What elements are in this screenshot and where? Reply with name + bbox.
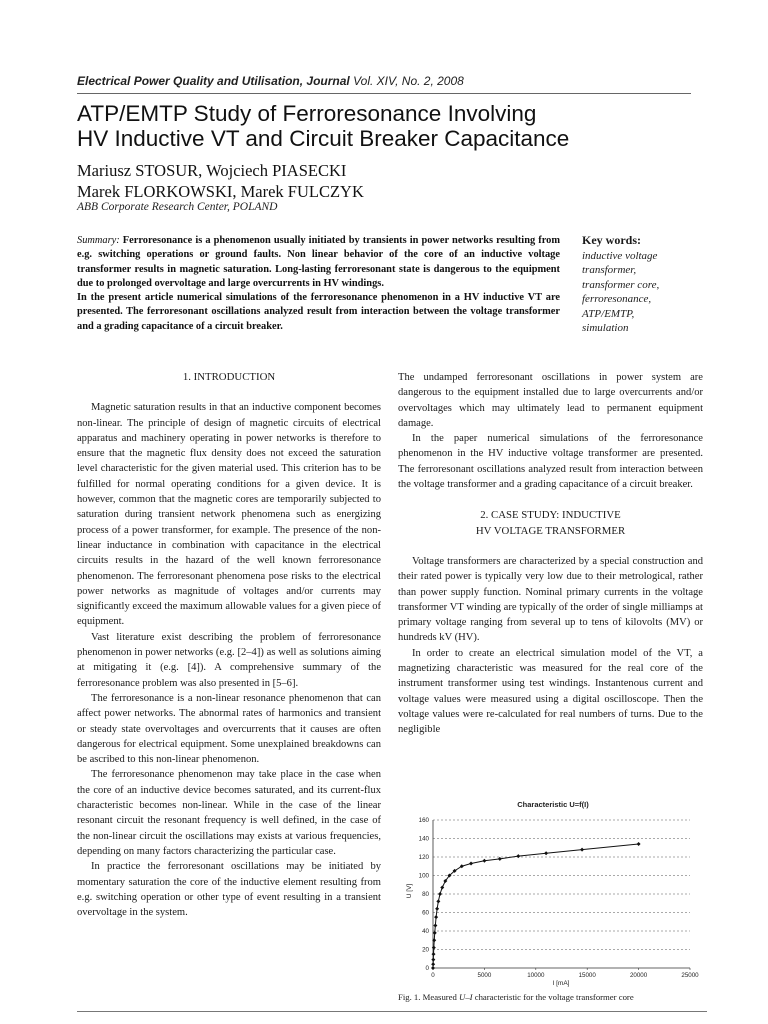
section-2-heading-line-2: HV VOLTAGE TRANSFORMER	[475, 524, 626, 537]
data-point	[434, 915, 438, 919]
data-point	[432, 952, 436, 956]
x-tick-label: 10000	[527, 972, 545, 979]
intro-paragraph-4: The ferroresonance phenomenon may take place in the case when the core of an inductive device becomes saturated, and its current-flux characteristic becomes non-linear. While in the case of the linear resonant circuit the resonant frequency is well defined, in the case of the non-linear circuit the oscillations may exists at various frequencies, depending on many factors characterizing the particular case.	[77, 769, 381, 857]
keyword-item: transformer,	[582, 264, 637, 277]
x-tick-label: 15000	[578, 972, 596, 979]
chart-ticks	[419, 817, 699, 979]
intro-paragraph-1: Magnetic saturation results in that an inductive component becomes non-linear. The principle of design of magnetic circuits of electrical apparatus and machinery operating in power networks is therefore to ensure that the magnetic flux density does not exceed the saturation level characteristic for the given material used. This criterion has to be fulfilled for normal operating conditions for a given device. It is however, common that the magnetic cores are temporarily subjected to saturation during transient network phenomena such as energizing process of a power transformer, for example. The presence of the non-linear inductance in combination with capacitance in the electrical circuits results in the hazard of the well known ferroresonance phenomenon. The ferroresonant phenomena pose risks to the electrical power networks as magnitude of voltages and/or currents may significantly exceed the maximum allowable values for a given piece of equipment.	[77, 402, 381, 628]
y-tick-label: 100	[418, 872, 429, 880]
data-point	[580, 848, 584, 852]
figure-1-caption	[398, 992, 634, 1002]
caption-symbol: U–I	[459, 992, 473, 1002]
x-tick-label: 25000	[681, 972, 699, 979]
series-points	[431, 842, 641, 970]
x-axis-label: I [mA]	[552, 980, 570, 987]
y-tick-label: 160	[418, 817, 429, 825]
footer-rule	[77, 1011, 707, 1012]
authors-line-1: Mariusz STOSUR, Wojciech PIASECKI	[77, 161, 347, 180]
title-line-2: HV Inductive VT and Circuit Breaker Capacitance	[77, 126, 570, 151]
right-column	[398, 370, 703, 738]
data-point	[469, 861, 473, 865]
data-point	[637, 842, 641, 846]
journal-header	[77, 74, 717, 88]
paper-title	[77, 101, 717, 151]
y-tick-label: 40	[422, 928, 429, 936]
keywords-title: Key words:	[582, 233, 641, 247]
y-axis-label: U [V]	[406, 883, 413, 899]
y-tick-label: 120	[418, 854, 429, 862]
data-point	[432, 946, 436, 950]
keywords-list	[582, 249, 702, 335]
chart-title: Characteristic U=f(I)	[517, 800, 589, 809]
data-point	[431, 958, 435, 962]
summary-text-1: Ferroresonance is a phenomenon usually initiated by transients in power networks resulting from e.g. switching operations or ground faults. Non linear behavior of the core of an inductive voltage transformer results in magnetic saturation. Long-lasting ferroresonant state is dangerous to the equipment due to prolonged overvoltage and large overcurrents in HV windings.	[77, 235, 560, 289]
section-2-heading	[398, 508, 703, 539]
data-point	[431, 962, 435, 966]
journal-issue: Vol. XIV, No. 2, 2008	[353, 74, 464, 88]
intro-paragraph-7: In the paper numerical simulations of the ferroresonance phenomenon in the HV inductive voltage transformer are presented. The ferroresonant oscillations analyzed result from interaction between the voltage transformer and a grading capacitance of a circuit breaker.	[398, 433, 703, 491]
summary-block	[77, 234, 560, 334]
title-line-1: ATP/EMTP Study of Ferroresonance Involving	[77, 101, 537, 126]
summary-paragraph-2: In the present article numerical simulations of the ferroresonance phenomenon in a HV inductive VT are presented. The ferroresonant oscillations analyzed result from interaction between the voltage transformer and a grading capacitance of a circuit breaker.	[77, 292, 560, 332]
caption-prefix: Fig. 1. Measured	[398, 992, 460, 1002]
figure-1-chart	[398, 798, 703, 998]
summary-label: Summary:	[77, 235, 120, 246]
left-column	[77, 370, 381, 920]
caption-suffix: characteristic for the voltage transformer core	[472, 992, 634, 1002]
journal-name: Electrical Power Quality and Utilisation, Journal	[77, 74, 350, 88]
keyword-item: ATP/EMTP,	[582, 307, 635, 320]
x-tick-label: 0	[431, 972, 435, 979]
y-tick-label: 80	[422, 891, 429, 899]
x-tick-label: 5000	[477, 972, 492, 979]
data-point	[433, 923, 437, 927]
case-paragraph-1: Voltage transformers are characterized by a special construction and their rated power is typically very low due to their metrological, rather than power supply function. Nominal primary currents in the voltage transformer VT winding are typically of the order of single milliamps at primary voltage ranging from several up to tens of kilovolts (MV) or hundreds kV (HV).	[398, 555, 703, 644]
section-gap	[398, 492, 703, 508]
keyword-item: ferroresonance,	[582, 293, 652, 306]
series-line	[433, 844, 639, 968]
data-point	[436, 899, 440, 903]
y-tick-label: 140	[418, 835, 429, 843]
authors	[77, 160, 364, 202]
authors-line-2: Marek FLORKOWSKI, Marek FULCZYK	[77, 182, 364, 201]
data-point	[435, 907, 439, 911]
summary-paragraph-1	[77, 234, 560, 291]
case-paragraph-2: In order to create an electrical simulation model of the VT, a magnetizing characteristic was measured for the real core of the instrument transformer using test windings. Instantenous current and voltage values were measured using a digital oscilloscope. Then the voltage values were re-calculated for real numbers of turns. Due to the negligible	[398, 647, 703, 736]
keyword-item: transformer core,	[582, 278, 660, 291]
affiliation: ABB Corporate Research Center, POLAND	[77, 201, 278, 213]
data-point	[498, 857, 502, 861]
data-point	[438, 892, 442, 896]
chart-grid	[433, 820, 690, 950]
intro-paragraph-2: Vast literature exist describing the problem of ferroresonance phenomenon in power networks (e.g. [2–4]) as well as solutions aiming at mitigating it (e.g. [4]). A comprehensive summary of the ferroresonance problem was also presented in [5–6].	[77, 631, 381, 689]
y-tick-label: 60	[422, 909, 429, 917]
data-point	[516, 854, 520, 858]
section-2-heading-line-1: 2. CASE STUDY: INDUCTIVE	[480, 509, 621, 522]
data-point	[544, 851, 548, 855]
data-point	[440, 886, 444, 890]
header-rule	[77, 93, 691, 94]
keyword-item: inductive voltage	[582, 250, 658, 262]
section-1-heading: 1. INTRODUCTION	[182, 371, 276, 383]
data-point	[482, 859, 486, 863]
intro-paragraph-5: In practice the ferroresonant oscillations may be initiated by momentary saturation the core of the inductive element resulting from e.g. switching operation or other type of event resulting in a transient overvoltage in the system.	[77, 861, 381, 919]
chart-svg	[398, 798, 703, 993]
y-tick-label: 0	[425, 965, 429, 973]
intro-paragraph-6: The undamped ferroresonant oscillations in power system are dangerous to the equipment installed due to large overcurrents and/or overvoltages which may ultimately lead to permanent equipment damage.	[398, 372, 703, 429]
x-tick-label: 20000	[629, 972, 648, 979]
intro-paragraph-3: The ferroresonance is a non-linear resonance phenomenon that can affect power networks. The abnormal rates of harmonics and transient or steady state overvoltages and overcurrents that it causes are often dangerous for electrical equipment. Some unexplained breakdowns can be ascribed to this non-linear phenomenon.	[77, 692, 381, 766]
y-tick-label: 20	[422, 946, 429, 954]
data-point	[431, 966, 435, 970]
keyword-item: simulation	[582, 322, 629, 335]
